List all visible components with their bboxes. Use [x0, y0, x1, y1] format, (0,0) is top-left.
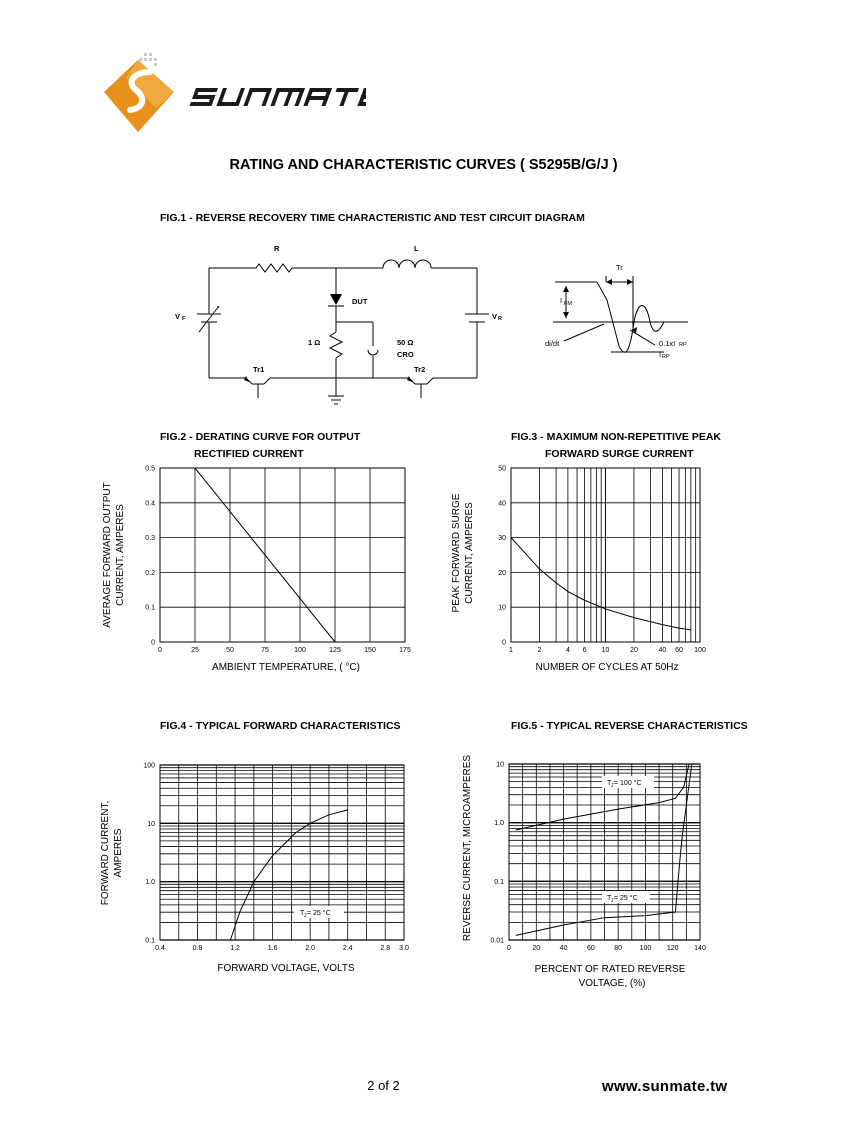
fig5-series-line-1: [516, 764, 692, 935]
fig1-label-ifm: I: [560, 296, 563, 305]
fig1-label-vr: V: [492, 312, 498, 321]
fig4-series-line-0: [230, 810, 347, 940]
fig5-annotation-100c-sub: J: [611, 783, 614, 789]
fig2-x-tick-label: 25: [191, 647, 199, 654]
fig4-y-axis-label-2: AMPERES: [113, 828, 124, 878]
fig5-x-tick-label: 40: [559, 945, 568, 952]
fig4-x-tick-label: 0.4: [155, 945, 165, 952]
fig5-title: FIG.5 - TYPICAL REVERSE CHARACTERISTICS: [511, 720, 748, 732]
fig2-frame: [160, 468, 405, 642]
fig2-x-tick-label: 175: [399, 647, 411, 654]
fig4-y-tick-label: 0.1: [145, 937, 155, 945]
fig3-y-tick-label: 0: [502, 639, 506, 647]
fig1-label-ifm-sub: FM: [564, 301, 572, 307]
fig4-chart: [160, 765, 404, 940]
fig2-x-tick-label: 150: [364, 647, 376, 654]
fig2-x-tick-label: 75: [261, 647, 269, 654]
fig1-label-cro: CRO: [397, 350, 414, 359]
fig5-annotation-100c: T: [607, 780, 612, 787]
page-number: 2 of 2: [367, 1078, 400, 1093]
fig1-label-dut: DUT: [352, 297, 368, 306]
fig3-x-tick-label: 100: [694, 647, 706, 654]
fig1-label-trr: Tr: [616, 263, 623, 272]
fig5-annotation-25c-rest: = 25 °C: [614, 895, 638, 902]
fig5-x-tick-label: 120: [666, 945, 679, 952]
fig5-x-tick-label: 100: [639, 945, 652, 952]
fig4-y-tick-label: 100: [143, 762, 155, 770]
fig4-y-axis-label-1: FORWARD CURRENT,: [100, 800, 111, 906]
fig1-title: FIG.1 - REVERSE RECOVERY TIME CHARACTERISTIC AND TEST CIRCUIT DIAGRAM: [160, 212, 585, 224]
fig3-x-tick-label: 2: [537, 647, 542, 654]
fig2-y-axis-label-2: CURRENT, AMPERES: [115, 504, 126, 606]
fig4-annotation-sub: J: [304, 913, 307, 919]
fig2-x-tick-label: 100: [294, 647, 306, 654]
fig2-x-tick-label: 0: [158, 647, 162, 654]
fig2-y-axis-label-1: AVERAGE FORWARD OUTPUT: [102, 482, 113, 628]
fig4-frame: [160, 765, 404, 940]
fig4-annotation: T: [300, 910, 305, 917]
fig1-label-resistor: 1 Ω: [308, 338, 321, 347]
fig2-x-axis-label: AMBIENT TEMPERATURE, ( °C): [212, 662, 360, 673]
fig5-x-tick-label: 80: [614, 945, 623, 952]
fig1-label-vf-sub: F: [182, 316, 186, 322]
fig5-y-tick-label: 0.01: [490, 937, 504, 945]
fig5-y-tick-label: 0.1: [494, 878, 504, 886]
fig2-title: FIG.2 - DERATING CURVE FOR OUTPUT RECTIFIED CURRENT: [160, 431, 361, 460]
fig5-x-tick-label: 0: [507, 945, 511, 952]
fig4-annotation-rest: = 25 °C: [307, 910, 331, 917]
fig2-x-tick-label: 50: [226, 647, 234, 654]
fig2-series-line-0: [160, 468, 335, 642]
fig2-y-tick-label: 0.4: [145, 500, 155, 508]
fig1-label-didt: di/dt: [545, 339, 560, 348]
fig5-x-tick-label: 20: [532, 945, 541, 952]
fig1-label-r: R: [274, 244, 280, 253]
fig4-y-tick-label: 1.0: [145, 879, 155, 887]
fig3-x-tick-label: 10: [601, 647, 610, 654]
fig3-y-tick-label: 30: [498, 535, 506, 543]
fig4-x-tick-label: 2.0: [305, 945, 316, 952]
fig5-annotation-25c-sub: J: [611, 898, 614, 904]
fig5-x-axis-label-2: VOLTAGE, (%): [578, 978, 646, 989]
fig4-x-tick-label: 3.0: [399, 945, 409, 952]
fig5-y-axis-label: REVERSE CURRENT, MICROAMPERES: [462, 754, 473, 942]
fig1-label-vr-sub: R: [498, 316, 502, 322]
fig5-annotation-25c: T: [607, 895, 612, 902]
fig3-y-tick-label: 40: [498, 500, 506, 508]
fig5-x-tick-label: 140: [694, 945, 706, 952]
fig4-x-tick-label: 1.2: [230, 945, 240, 952]
fig3-x-tick-label: 1: [509, 647, 513, 654]
fig4-y-tick-label: 10: [147, 820, 155, 828]
fig4-title: FIG.4 - TYPICAL FORWARD CHARACTERISTICS: [160, 720, 401, 732]
fig3-x-axis-label: NUMBER OF CYCLES AT 50Hz: [535, 662, 679, 673]
fig1-label-irp-fraction-sub: RP: [679, 342, 687, 348]
fig3-x-tick-label: 6: [582, 647, 587, 654]
fig2-chart: [160, 468, 405, 642]
fig3-y-tick-label: 50: [498, 465, 506, 473]
fig2-y-tick-label: 0.3: [145, 535, 155, 543]
fig3-x-tick-label: 60: [675, 647, 683, 654]
fig3-chart: [511, 468, 700, 642]
page-title: RATING AND CHARACTERISTIC CURVES ( S5295B/G/J ): [229, 157, 618, 173]
website-url: www.sunmate.tw: [602, 1078, 728, 1095]
fig4-x-tick-label: 2.8: [380, 945, 391, 952]
fig5-series-line-0: [516, 764, 689, 830]
fig1-label-cro-ohm: 50 Ω: [397, 338, 414, 347]
fig1-label-tr1: Tr1: [253, 365, 265, 374]
fig4-x-axis-label: FORWARD VOLTAGE, VOLTS: [217, 963, 355, 974]
fig2-y-tick-label: 0.2: [145, 569, 155, 577]
fig4-x-tick-label: 1.6: [267, 945, 278, 952]
fig3-y-tick-label: 20: [498, 569, 506, 577]
fig1-label-vf: V: [175, 312, 181, 321]
fig4-x-tick-label: 0.8: [192, 945, 203, 952]
fig2-y-tick-label: 0.5: [145, 465, 155, 473]
fig1-label-irp: I: [659, 350, 662, 359]
fig3-y-axis-label-1: PEAK FORWARD SURGE: [451, 493, 462, 613]
fig1-label-tr2: Tr2: [414, 365, 426, 374]
fig5-y-tick-label: 10: [496, 761, 504, 769]
fig1-label-l: L: [414, 244, 419, 253]
fig5-x-axis-label-1: PERCENT OF RATED REVERSE: [534, 964, 686, 975]
fig1-label-irp-fraction: 0.1xI: [659, 339, 676, 348]
fig5-annotation-100c-rest: = 100 °C: [614, 780, 642, 787]
fig5-y-tick-label: 1.0: [494, 820, 504, 828]
fig2-y-tick-label: 0: [151, 639, 155, 647]
fig4-x-tick-label: 2.4: [342, 945, 353, 952]
fig5-chart: [509, 764, 700, 940]
fig3-y-tick-label: 10: [498, 604, 506, 612]
fig2-y-tick-label: 0.1: [145, 604, 155, 612]
fig1-label-irp-sub: RP: [662, 354, 670, 360]
fig5-x-tick-label: 60: [586, 945, 595, 952]
fig3-x-tick-label: 20: [630, 647, 638, 654]
fig3-x-tick-label: 4: [565, 647, 570, 654]
fig2-x-tick-label: 125: [329, 647, 341, 654]
fig3-x-tick-label: 40: [658, 647, 667, 654]
fig3-y-axis-label-2: CURRENT, AMPERES: [464, 502, 475, 604]
fig3-title: FIG.3 - MAXIMUM NON-REPETITIVE PEAK FORWARD SURGE CURRENT: [511, 431, 722, 460]
